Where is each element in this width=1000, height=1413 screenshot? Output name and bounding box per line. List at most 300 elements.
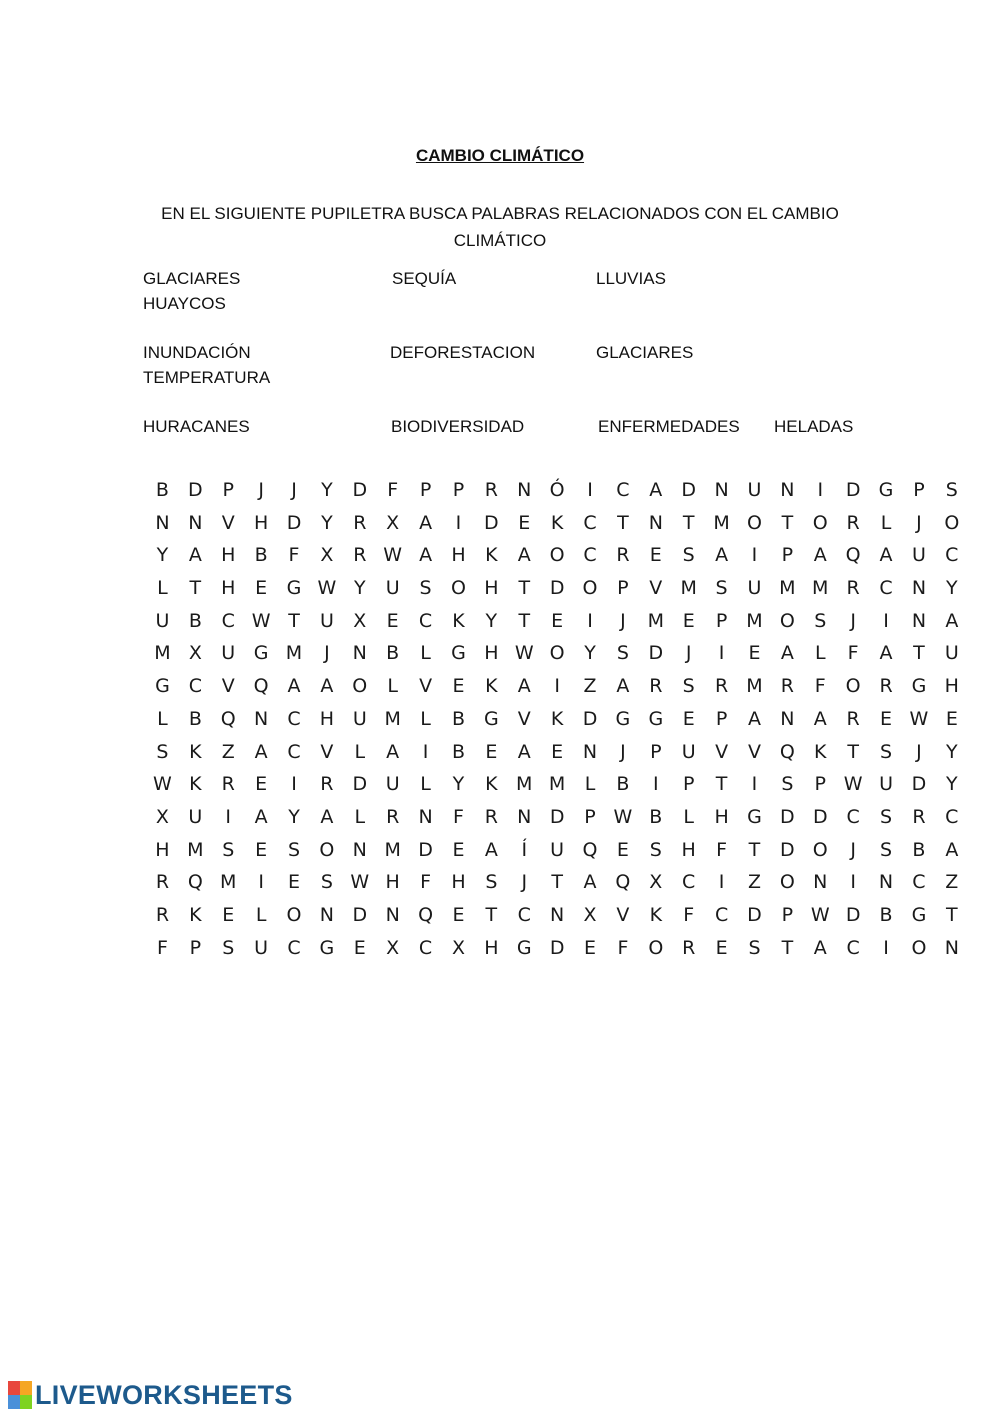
grid-letter[interactable]: D (780, 838, 795, 861)
grid-letter[interactable]: G (155, 675, 170, 698)
grid-letter[interactable]: O (812, 511, 828, 534)
grid-letter[interactable]: Y (946, 740, 958, 763)
grid-letter[interactable]: S (649, 838, 662, 861)
grid-letter[interactable]: J (850, 609, 856, 632)
grid-letter[interactable]: Í (521, 838, 528, 861)
grid-letter[interactable]: N (878, 871, 894, 894)
grid-letter[interactable]: J (620, 609, 626, 632)
grid-letter[interactable]: K (550, 511, 564, 534)
grid-letter[interactable]: E (616, 838, 629, 861)
grid-letter[interactable]: E (485, 740, 498, 763)
grid-letter[interactable]: E (452, 838, 465, 861)
grid-letter[interactable]: R (714, 675, 729, 698)
grid-letter[interactable]: L (420, 642, 431, 665)
grid-letter[interactable]: A (188, 544, 202, 567)
grid-letter[interactable]: P (419, 479, 432, 501)
grid-letter[interactable]: M (548, 773, 566, 796)
grid-letter[interactable]: A (254, 740, 268, 763)
grid-letter[interactable]: U (681, 740, 696, 763)
grid-letter[interactable]: C (287, 707, 301, 730)
grid-letter[interactable]: D (549, 936, 565, 959)
grid-letter[interactable]: C (517, 903, 531, 926)
grid-letter[interactable]: T (189, 577, 202, 600)
grid-letter[interactable]: G (615, 707, 631, 730)
grid-letter[interactable]: X (649, 871, 663, 894)
grid-letter[interactable]: D (911, 773, 927, 796)
grid-letter[interactable]: K (189, 740, 202, 763)
grid-letter[interactable]: I (751, 773, 758, 796)
grid-letter[interactable]: N (418, 805, 433, 828)
grid-letter[interactable]: I (653, 773, 659, 796)
grid-letter[interactable]: M (220, 871, 237, 894)
grid-letter[interactable]: J (324, 642, 330, 665)
grid-letter[interactable]: O (911, 936, 927, 959)
grid-letter[interactable]: F (387, 479, 399, 501)
grid-letter[interactable]: P (650, 740, 662, 763)
grid-letter[interactable]: R (353, 544, 367, 567)
grid-letter[interactable]: J (685, 642, 692, 665)
grid-letter[interactable]: T (781, 936, 794, 959)
grid-letter[interactable]: I (422, 740, 429, 763)
grid-letter[interactable]: A (386, 740, 400, 763)
grid-letter[interactable]: I (883, 609, 889, 632)
grid-letter[interactable]: H (944, 675, 959, 698)
grid-letter[interactable]: E (255, 838, 268, 861)
grid-letter[interactable]: T (781, 511, 794, 534)
grid-letter[interactable]: I (817, 479, 824, 501)
grid-letter[interactable]: N (714, 479, 729, 501)
grid-letter[interactable]: M (187, 838, 204, 861)
grid-letter[interactable]: U (911, 544, 926, 567)
grid-letter[interactable]: I (554, 675, 560, 698)
grid-letter[interactable]: Y (584, 642, 596, 665)
grid-letter[interactable]: H (451, 871, 466, 894)
grid-letter[interactable]: S (287, 838, 301, 861)
grid-letter[interactable]: A (813, 936, 827, 959)
grid-letter[interactable]: L (420, 707, 431, 730)
grid-letter[interactable]: A (484, 838, 498, 861)
grid-letter[interactable]: N (911, 609, 927, 632)
grid-letter[interactable]: M (384, 838, 401, 861)
grid-letter[interactable]: I (883, 936, 889, 959)
grid-letter[interactable]: N (911, 577, 927, 600)
grid-letter[interactable]: W (843, 773, 863, 796)
grid-letter[interactable]: N (352, 642, 367, 665)
grid-letter[interactable]: O (319, 838, 335, 861)
grid-letter[interactable]: J (291, 479, 297, 501)
grid-letter[interactable]: U (550, 838, 565, 861)
grid-letter[interactable]: G (483, 707, 499, 730)
grid-letter[interactable]: K (485, 675, 498, 698)
grid-letter[interactable]: O (648, 936, 664, 959)
grid-letter[interactable]: C (714, 903, 729, 926)
grid-letter[interactable]: O (779, 871, 795, 894)
grid-letter[interactable]: P (452, 479, 465, 501)
grid-letter[interactable]: H (221, 577, 236, 600)
grid-letter[interactable]: O (450, 577, 466, 600)
grid-letter[interactable]: N (780, 707, 795, 730)
grid-letter[interactable]: D (549, 805, 565, 828)
grid-letter[interactable]: B (616, 773, 630, 796)
grid-letter[interactable]: J (620, 740, 626, 763)
grid-letter[interactable]: C (846, 936, 860, 959)
grid-letter[interactable]: U (385, 577, 400, 600)
grid-letter[interactable]: R (616, 544, 630, 567)
grid-letter[interactable]: W (317, 577, 337, 600)
grid-letter[interactable]: G (516, 936, 532, 959)
grid-letter[interactable]: A (419, 511, 433, 534)
grid-letter[interactable]: S (682, 544, 695, 567)
grid-letter[interactable]: M (647, 609, 664, 632)
grid-letter[interactable]: L (387, 675, 398, 698)
grid-letter[interactable]: P (781, 544, 794, 567)
grid-letter[interactable]: P (189, 936, 202, 959)
grid-letter[interactable]: E (748, 642, 761, 665)
grid-letter[interactable]: J (258, 479, 264, 501)
grid-letter[interactable]: B (451, 707, 465, 730)
grid-letter[interactable]: S (715, 577, 728, 600)
grid-letter[interactable]: G (253, 642, 269, 665)
grid-letter[interactable]: X (451, 936, 465, 959)
grid-letter[interactable]: R (386, 805, 400, 828)
grid-letter[interactable]: N (944, 936, 959, 959)
grid-letter[interactable]: N (319, 903, 334, 926)
grid-letter[interactable]: R (484, 805, 498, 828)
grid-letter[interactable]: P (913, 479, 925, 501)
grid-letter[interactable]: C (287, 936, 301, 959)
grid-letter[interactable]: C (945, 805, 959, 828)
grid-letter[interactable]: S (880, 740, 893, 763)
grid-letter[interactable]: I (718, 642, 725, 665)
grid-letter[interactable]: X (320, 544, 334, 567)
grid-letter[interactable]: I (751, 544, 758, 567)
grid-letter[interactable]: B (155, 479, 169, 501)
grid-letter[interactable]: B (386, 642, 400, 665)
grid-letter[interactable]: N (188, 511, 203, 534)
grid-letter[interactable]: L (354, 805, 366, 828)
grid-letter[interactable]: R (780, 675, 794, 698)
grid-letter[interactable]: D (286, 511, 302, 534)
grid-letter[interactable]: M (680, 577, 697, 600)
grid-letter[interactable]: C (682, 871, 696, 894)
grid-letter[interactable]: F (452, 805, 464, 828)
grid-letter[interactable]: E (551, 609, 564, 632)
grid-letter[interactable]: G (319, 936, 335, 959)
grid-letter[interactable]: G (747, 805, 762, 828)
grid-letter[interactable]: W (810, 903, 830, 926)
grid-letter[interactable]: H (221, 544, 236, 567)
grid-letter[interactable]: U (352, 707, 367, 730)
grid-letter[interactable]: P (715, 707, 728, 730)
grid-letter[interactable]: K (189, 903, 202, 926)
grid-letter[interactable]: C (846, 805, 860, 828)
grid-letter[interactable]: E (255, 577, 268, 600)
grid-letter[interactable]: U (944, 642, 959, 665)
grid-letter[interactable]: O (746, 511, 762, 534)
grid-letter[interactable]: H (484, 936, 499, 959)
grid-letter[interactable]: H (385, 871, 400, 894)
grid-letter[interactable]: F (814, 675, 826, 698)
grid-letter[interactable]: S (616, 642, 629, 665)
grid-letter[interactable]: E (880, 707, 893, 730)
grid-letter[interactable]: Y (353, 577, 366, 600)
grid-letter[interactable]: E (255, 773, 268, 796)
grid-letter[interactable]: O (582, 577, 598, 600)
grid-letter[interactable]: I (455, 511, 462, 534)
grid-letter[interactable]: V (320, 740, 334, 763)
grid-letter[interactable]: F (683, 903, 695, 926)
grid-letter[interactable]: M (746, 675, 763, 698)
grid-letter[interactable]: D (352, 773, 368, 796)
grid-letter[interactable]: N (780, 479, 795, 501)
grid-letter[interactable]: I (258, 871, 264, 894)
grid-letter[interactable]: R (846, 707, 860, 730)
grid-letter[interactable]: A (517, 544, 531, 567)
grid-letter[interactable]: D (549, 577, 565, 600)
grid-letter[interactable]: E (452, 675, 465, 698)
grid-letter[interactable]: A (616, 675, 630, 698)
grid-letter[interactable]: T (946, 903, 958, 926)
grid-letter[interactable]: O (944, 511, 960, 534)
grid-letter[interactable]: R (155, 903, 170, 926)
grid-letter[interactable]: F (617, 936, 629, 959)
grid-letter[interactable]: A (583, 871, 597, 894)
grid-letter[interactable]: C (287, 740, 301, 763)
grid-letter[interactable]: K (485, 773, 498, 796)
grid-letter[interactable]: F (288, 544, 300, 567)
grid-letter[interactable]: O (549, 544, 565, 567)
grid-letter[interactable]: P (584, 805, 596, 828)
grid-letter[interactable]: C (418, 609, 433, 632)
grid-letter[interactable]: H (451, 544, 466, 567)
grid-letter[interactable]: R (221, 773, 235, 796)
grid-letter[interactable]: A (320, 805, 334, 828)
grid-letter[interactable]: L (683, 805, 694, 828)
grid-letter[interactable]: Q (779, 740, 795, 763)
grid-letter[interactable]: R (912, 805, 926, 828)
grid-letter[interactable]: A (287, 675, 301, 698)
grid-letter[interactable]: Y (156, 544, 169, 567)
grid-letter[interactable]: C (945, 544, 959, 567)
grid-letter[interactable]: J (916, 740, 922, 763)
grid-letter[interactable]: S (222, 838, 235, 861)
grid-letter[interactable]: U (155, 609, 170, 632)
grid-letter[interactable]: R (682, 936, 696, 959)
grid-letter[interactable]: U (879, 773, 893, 796)
grid-letter[interactable]: E (584, 936, 597, 959)
grid-letter[interactable]: V (221, 511, 235, 534)
grid-letter[interactable]: S (781, 773, 794, 796)
grid-letter[interactable]: X (386, 511, 400, 534)
grid-letter[interactable]: E (945, 707, 958, 730)
grid-letter[interactable]: D (418, 838, 433, 861)
grid-letter[interactable]: N (550, 903, 565, 926)
grid-letter[interactable]: B (188, 707, 202, 730)
grid-letter[interactable]: X (386, 936, 400, 959)
grid-letter[interactable]: O (352, 675, 368, 698)
grid-letter[interactable]: A (649, 479, 663, 501)
grid-letter[interactable]: V (649, 577, 663, 600)
grid-letter[interactable]: E (222, 903, 235, 926)
grid-letter[interactable]: R (155, 871, 170, 894)
grid-letter[interactable]: D (845, 479, 861, 501)
grid-letter[interactable]: K (649, 903, 663, 926)
grid-letter[interactable]: U (254, 936, 269, 959)
grid-letter[interactable]: E (649, 544, 662, 567)
grid-letter[interactable]: V (747, 740, 761, 763)
grid-letter[interactable]: B (254, 544, 268, 567)
grid-letter[interactable]: P (222, 479, 234, 501)
grid-letter[interactable]: H (484, 642, 499, 665)
grid-letter[interactable]: R (353, 511, 367, 534)
grid-letter[interactable]: T (913, 642, 925, 665)
grid-letter[interactable]: K (452, 609, 465, 632)
grid-letter[interactable]: T (715, 773, 728, 796)
grid-letter[interactable]: L (584, 773, 596, 796)
grid-letter[interactable]: D (352, 479, 368, 501)
grid-letter[interactable]: G (648, 707, 664, 730)
grid-letter[interactable]: U (385, 773, 400, 796)
grid-letter[interactable]: B (879, 903, 893, 926)
grid-letter[interactable]: V (715, 740, 729, 763)
grid-letter[interactable]: M (154, 642, 171, 665)
grid-letter[interactable]: L (420, 773, 431, 796)
grid-letter[interactable]: A (747, 707, 761, 730)
grid-letter[interactable]: I (718, 871, 725, 894)
grid-letter[interactable]: B (912, 838, 926, 861)
grid-letter[interactable]: E (682, 609, 695, 632)
grid-letter[interactable]: F (420, 871, 432, 894)
grid-letter[interactable]: C (221, 609, 235, 632)
grid-letter[interactable]: L (157, 707, 168, 730)
grid-letter[interactable]: C (188, 675, 202, 698)
grid-letter[interactable]: E (715, 936, 728, 959)
grid-letter[interactable]: M (746, 609, 763, 632)
grid-letter[interactable]: N (648, 511, 663, 534)
grid-letter[interactable]: N (352, 838, 367, 861)
grid-letter[interactable]: I (225, 805, 232, 828)
grid-letter[interactable]: Q (615, 871, 631, 894)
grid-letter[interactable]: U (221, 642, 236, 665)
grid-letter[interactable]: A (780, 642, 794, 665)
grid-letter[interactable]: I (587, 479, 593, 501)
grid-letter[interactable]: S (320, 871, 333, 894)
grid-letter[interactable]: C (912, 871, 926, 894)
grid-letter[interactable]: U (319, 609, 334, 632)
grid-letter[interactable]: Q (418, 903, 434, 926)
grid-letter[interactable]: D (484, 511, 499, 534)
grid-letter[interactable]: E (386, 609, 399, 632)
grid-letter[interactable]: Y (485, 609, 498, 632)
grid-letter[interactable]: E (452, 903, 465, 926)
grid-letter[interactable]: M (713, 511, 730, 534)
grid-letter[interactable]: E (551, 740, 564, 763)
grid-letter[interactable]: X (583, 903, 597, 926)
grid-letter[interactable]: F (716, 838, 728, 861)
grid-letter[interactable]: W (613, 805, 633, 828)
grid-letter[interactable]: D (582, 707, 598, 730)
grid-letter[interactable]: A (945, 838, 959, 861)
grid-letter[interactable]: X (188, 642, 202, 665)
grid-letter[interactable]: X (155, 805, 169, 828)
grid-letter[interactable]: Y (321, 479, 333, 501)
grid-letter[interactable]: G (911, 675, 927, 698)
grid-letter[interactable]: S (485, 871, 498, 894)
grid-letter[interactable]: J (850, 838, 856, 861)
grid-letter[interactable]: N (813, 871, 828, 894)
grid-letter[interactable]: D (780, 805, 795, 828)
grid-letter[interactable]: R (846, 511, 860, 534)
grid-letter[interactable]: P (617, 577, 629, 600)
grid-letter[interactable]: T (748, 838, 761, 861)
grid-letter[interactable]: O (286, 903, 302, 926)
grid-letter[interactable]: B (188, 609, 202, 632)
grid-letter[interactable]: T (682, 511, 695, 534)
grid-letter[interactable]: D (812, 805, 828, 828)
grid-letter[interactable]: M (779, 577, 796, 600)
grid-letter[interactable]: R (649, 675, 663, 698)
grid-letter[interactable]: S (814, 609, 827, 632)
grid-letter[interactable]: W (514, 642, 534, 665)
grid-letter[interactable]: V (517, 707, 531, 730)
grid-letter[interactable]: K (189, 773, 202, 796)
grid-letter[interactable]: N (582, 740, 598, 763)
grid-letter[interactable]: A (419, 544, 433, 567)
grid-letter[interactable]: D (188, 479, 203, 501)
grid-letter[interactable]: S (880, 805, 893, 828)
grid-letter[interactable]: S (682, 675, 695, 698)
grid-letter[interactable]: M (516, 773, 533, 796)
grid-letter[interactable]: M (384, 707, 401, 730)
grid-letter[interactable]: Z (945, 871, 959, 894)
grid-letter[interactable]: W (383, 544, 403, 567)
grid-letter[interactable]: A (945, 609, 959, 632)
grid-letter[interactable]: T (847, 740, 859, 763)
grid-letter[interactable]: A (879, 642, 893, 665)
grid-letter[interactable]: Q (220, 707, 236, 730)
grid-letter[interactable]: Z (747, 871, 761, 894)
grid-letter[interactable]: H (155, 838, 170, 861)
grid-letter[interactable]: N (155, 511, 170, 534)
grid-letter[interactable]: O (812, 838, 828, 861)
grid-letter[interactable]: H (714, 805, 729, 828)
grid-letter[interactable]: A (813, 707, 827, 730)
grid-letter[interactable]: T (518, 577, 531, 600)
grid-letter[interactable]: P (715, 609, 728, 632)
grid-letter[interactable]: Y (288, 805, 300, 828)
grid-letter[interactable]: A (715, 544, 729, 567)
grid-letter[interactable]: C (583, 511, 597, 534)
grid-letter[interactable]: E (353, 936, 366, 959)
grid-letter[interactable]: C (583, 544, 597, 567)
grid-letter[interactable]: R (484, 479, 498, 501)
grid-letter[interactable]: K (814, 740, 827, 763)
grid-letter[interactable]: A (517, 740, 531, 763)
grid-letter[interactable]: U (188, 805, 203, 828)
grid-letter[interactable]: T (288, 609, 300, 632)
grid-letter[interactable]: L (880, 511, 892, 534)
grid-letter[interactable]: Y (946, 577, 958, 600)
grid-letter[interactable]: A (517, 675, 531, 698)
grid-letter[interactable]: J (521, 871, 528, 894)
grid-letter[interactable]: C (879, 577, 893, 600)
grid-letter[interactable]: J (916, 511, 922, 534)
grid-letter[interactable]: B (451, 740, 465, 763)
grid-letter[interactable]: M (812, 577, 829, 600)
grid-letter[interactable]: A (320, 675, 334, 698)
grid-letter[interactable]: D (845, 903, 861, 926)
grid-letter[interactable]: P (781, 903, 794, 926)
